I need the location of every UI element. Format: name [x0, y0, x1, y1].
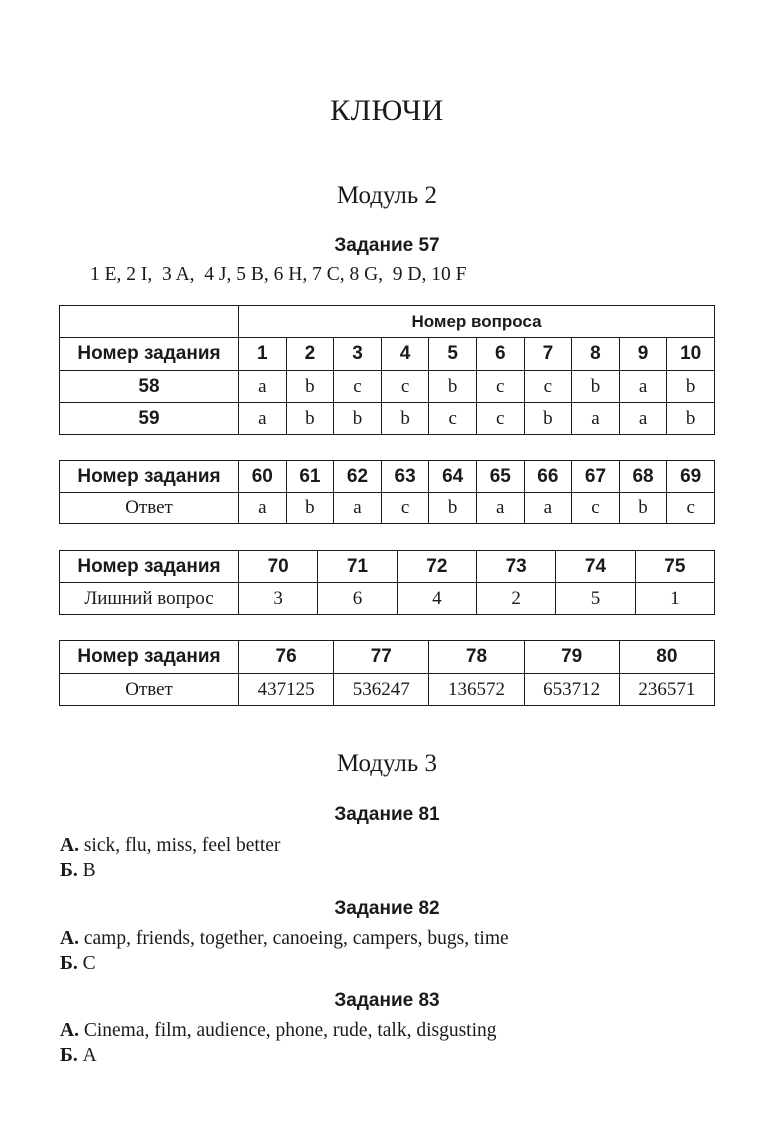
table-cell: c [667, 493, 715, 524]
table-cell: 236571 [619, 674, 714, 706]
table-cell: 1 [635, 583, 714, 615]
table-cell: 653712 [524, 674, 619, 706]
task-81-answer-a [60, 835, 280, 857]
table-cell: b [334, 403, 382, 435]
column-header: 69 [667, 461, 715, 493]
answer-b-text: C [82, 953, 96, 974]
row-label: Лишний вопрос [60, 583, 239, 615]
answer-a-text: sick, flu, miss, feel better [83, 835, 281, 856]
table-cell-empty [60, 306, 239, 338]
task-57-answers: 1 E, 2 I, 3 A, 4 J, 5 B, 6 H, 7 C, 8 G, 9 D, 10 F [90, 264, 467, 285]
task-81-answer-b [60, 860, 96, 882]
column-header: 66 [524, 461, 572, 493]
column-header: 9 [619, 338, 667, 371]
table-row [60, 338, 715, 371]
task-82-heading: Задание 82 [334, 898, 440, 919]
column-header: 63 [381, 461, 429, 493]
column-header: 2 [286, 338, 334, 371]
table-cell: c [381, 371, 429, 403]
column-header: 70 [239, 551, 318, 583]
task-57-heading: Задание 57 [334, 235, 440, 256]
table-cell: b [572, 371, 620, 403]
page-title: КЛЮЧИ [330, 94, 444, 127]
column-header: 76 [239, 641, 334, 674]
table-cell: b [667, 403, 715, 435]
table-cell: a [239, 371, 287, 403]
table-row [60, 674, 715, 706]
table-cell: b [619, 493, 667, 524]
column-header: 80 [619, 641, 714, 674]
table-cell: b [381, 403, 429, 435]
table-cell: c [524, 371, 572, 403]
task-83-heading: Задание 83 [334, 990, 440, 1011]
table-row [60, 371, 715, 403]
table-cell: b [286, 403, 334, 435]
row-label: 58 [60, 371, 239, 403]
task-82-answer-b [60, 953, 96, 975]
column-header: 79 [524, 641, 619, 674]
row-label: Ответ [60, 493, 239, 524]
row-header: Номер задания [60, 338, 239, 371]
answer-a-label: А. [60, 1020, 79, 1041]
column-header: 64 [429, 461, 477, 493]
table-cell: a [619, 403, 667, 435]
table-cell: a [619, 371, 667, 403]
table-cell: a [239, 403, 287, 435]
table-cell: 437125 [239, 674, 334, 706]
table-cell: 2 [476, 583, 555, 615]
table-cell: b [429, 493, 477, 524]
task-82-answer-a [60, 928, 509, 950]
column-header: 60 [239, 461, 287, 493]
table-row [60, 403, 715, 435]
column-header: 5 [429, 338, 477, 371]
answer-table-76-80 [59, 640, 715, 706]
table-cell: 5 [556, 583, 635, 615]
column-header: 8 [572, 338, 620, 371]
column-header: 71 [318, 551, 397, 583]
answer-table-60-69 [59, 460, 715, 524]
column-header: 72 [397, 551, 476, 583]
column-header: 10 [667, 338, 715, 371]
row-header: Номер задания [60, 641, 239, 674]
table-cell: c [429, 403, 477, 435]
task-83-answer-b [60, 1045, 97, 1067]
column-header: 7 [524, 338, 572, 371]
answer-table-70-75 [59, 550, 715, 615]
column-header: 75 [635, 551, 714, 583]
table-cell: 536247 [334, 674, 429, 706]
column-header: 78 [429, 641, 524, 674]
table-cell: c [476, 403, 524, 435]
answer-b-label: Б. [60, 953, 78, 974]
table-cell: b [429, 371, 477, 403]
table-row [60, 551, 715, 583]
task-81-heading: Задание 81 [334, 804, 440, 825]
column-header: 65 [476, 461, 524, 493]
table-cell: 136572 [429, 674, 524, 706]
table-cell: b [286, 493, 334, 524]
column-header: 61 [286, 461, 334, 493]
answer-a-text: camp, friends, together, canoeing, campers, bugs, time [83, 928, 509, 949]
table-cell: b [667, 371, 715, 403]
task-83-answer-a [60, 1020, 497, 1042]
table-cell: b [286, 371, 334, 403]
column-header: 68 [619, 461, 667, 493]
column-header: 77 [334, 641, 429, 674]
table-row [60, 583, 715, 615]
table-cell: a [334, 493, 382, 524]
column-header: 62 [334, 461, 382, 493]
answer-table-58-59 [59, 305, 715, 435]
column-header: 4 [381, 338, 429, 371]
table-cell: c [572, 493, 620, 524]
column-header: 73 [476, 551, 555, 583]
table-row [60, 493, 715, 524]
table-cell: c [381, 493, 429, 524]
row-label: Ответ [60, 674, 239, 706]
row-header: Номер задания [60, 551, 239, 583]
module-2-heading: Модуль 2 [336, 182, 438, 209]
column-header: 1 [239, 338, 287, 371]
column-header: 67 [572, 461, 620, 493]
table-row [60, 306, 715, 338]
column-header: 6 [476, 338, 524, 371]
answer-a-label: А. [60, 928, 79, 949]
answer-b-text: B [82, 860, 96, 881]
answer-b-text: A [82, 1045, 97, 1066]
column-header: 74 [556, 551, 635, 583]
row-header: Номер задания [60, 461, 239, 493]
answer-b-label: Б. [60, 1045, 78, 1066]
answer-b-label: Б. [60, 860, 78, 881]
table-row [60, 641, 715, 674]
table-cell: 3 [239, 583, 318, 615]
module-3-heading: Модуль 3 [336, 750, 438, 777]
table-row [60, 461, 715, 493]
answer-a-text: Cinema, film, audience, phone, rude, talk, disgusting [83, 1020, 497, 1041]
answer-a-label: А. [60, 835, 79, 856]
table-cell: 6 [318, 583, 397, 615]
row-label: 59 [60, 403, 239, 435]
table-cell: a [239, 493, 287, 524]
column-header: 3 [334, 338, 382, 371]
table-cell: c [476, 371, 524, 403]
table-cell: c [334, 371, 382, 403]
table-cell: a [572, 403, 620, 435]
table-cell: 4 [397, 583, 476, 615]
table-cell: a [524, 493, 572, 524]
group-header-question-number: Номер вопроса [239, 306, 715, 338]
table-cell: a [476, 493, 524, 524]
table-cell: b [524, 403, 572, 435]
